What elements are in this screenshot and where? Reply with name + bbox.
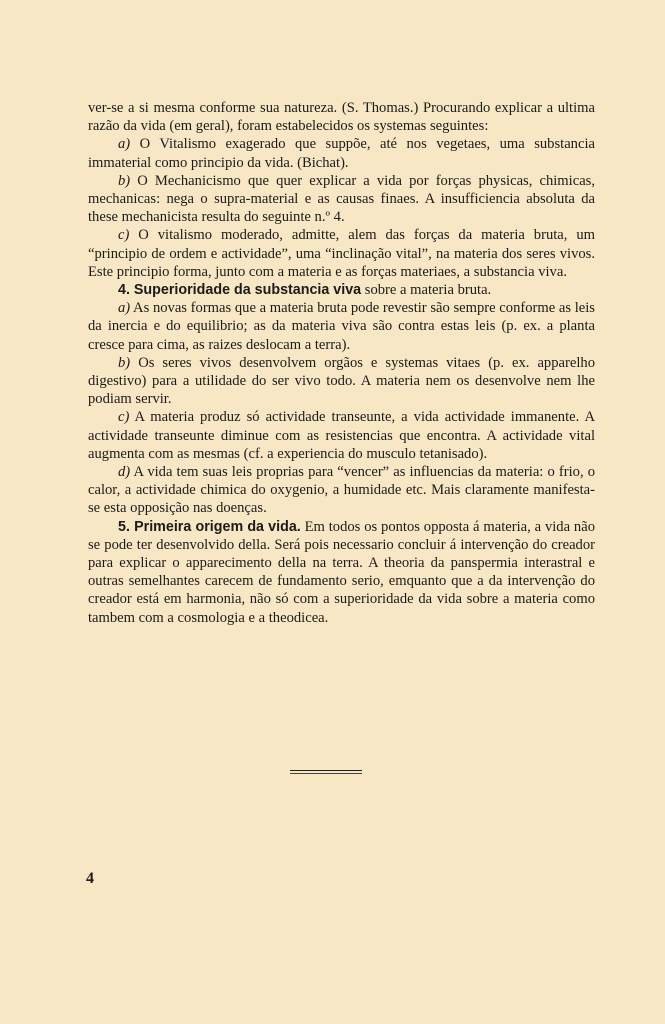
section-5-paragraph: 5. Primeira origem da vida. Em todos os pontos opposta á materia, a vida não se pode ter desenvolvido della. Será pois necessario concluir á intervenção do creador para explicar o apparecimento della na terra. A theoria da panspermia interastral e outras semelhantes carecem de fundamento serio, emquanto que a da intervenção do creador está em harmonia, não só com a superioridade da vida sobre a materia como tambem com a cosmologia e a theodicea. (88, 518, 595, 626)
section-heading: 4. Superioridade da substancia viva (118, 282, 362, 299)
item-label: b) (118, 354, 131, 371)
section-heading: 5. Primeira origem da vida. (118, 518, 301, 535)
paragraph-4c: c) A materia produz só actividade transeunte, a vida actividade immanente. A actividade transeunte diminue com as resistencias que encontra. A actividade vital augmenta com as mesmas (cf. a experiencia do musculo tetanisado). (88, 409, 595, 462)
paragraph-4b: b) Os seres vivos desenvolvem orgãos e systemas vitaes (p. ex. apparelho digestivo) para a utilidade do ser vivo todo. A materia nem os desenvolve nem lhe podiam servir. (88, 354, 595, 408)
item-label: a) (118, 300, 131, 317)
item-label: c) (118, 227, 130, 244)
divider-rule (290, 770, 362, 771)
paragraph-mechanicismo: b) O Mechanicismo que quer explicar a vida por forças physicas, chimicas, mechanicas: nega o supra-material e as causas finaes. A insufficiencia absoluta da these mechanicista resulta do seguinte n.º 4. (88, 172, 595, 226)
item-label: c) (118, 409, 130, 426)
item-label: b) (118, 172, 131, 189)
paragraph-vitalismo-exagerado: a) O Vitalismo exagerado que suppõe, até nos vegetaes, uma substancia immaterial como principio da vida. (Bichat). (88, 136, 595, 171)
paragraph-vitalismo-moderado: c) O vitalismo moderado, admitte, alem das forças da materia bruta, um “principio de ordem e actividade”, uma “inclinação vital”, na materia dos seres vivos. Este principio forma, junto com a materia e as forças materiaes, a substancia viva. (88, 227, 595, 280)
paragraph-4d: d) A vida tem suas leis proprias para “vencer” as influencias da materia: o frio, o calor, a actividade chimica do oxygenio, a humidade etc. Mais claramente manifesta-se esta opposição nas doenças. (88, 464, 595, 517)
paragraph-intro: ver-se a si mesma conforme sua natureza. (S. Thomas.) Procurando explicar a ultima razão da vida (em geral), foram estabelecidos os systemas seguintes: (88, 100, 595, 135)
body-text (88, 99, 595, 627)
section-4-heading-paragraph: 4. Superioridade da substancia viva sobre a materia bruta. (118, 282, 492, 299)
item-label: a) (118, 136, 131, 153)
paragraph-4a: a) As novas formas que a materia bruta pode revestir são sempre conforme as leis da inercia e do equilibrio; as da materia viva são contra estas leis (p. ex. a planta cresce para cima, as raizes deslocam a terra). (88, 300, 595, 353)
item-label: d) (118, 464, 131, 481)
page-number: 4 (86, 870, 94, 887)
divider-rule-secondary (290, 773, 362, 774)
